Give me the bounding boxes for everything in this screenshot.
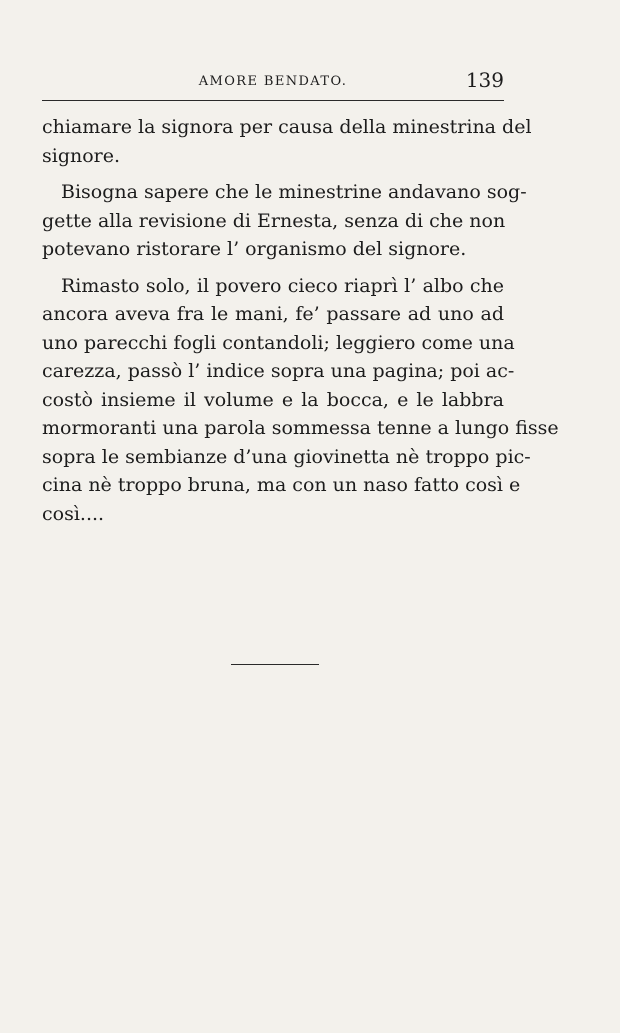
text-line: Bisogna sapere che le minestrine andavano sog-: [61, 181, 527, 203]
text-line: potevano ristorare l’ organismo del signore.: [42, 238, 467, 260]
chapter-end-rule: [231, 664, 319, 665]
text-line: mormoranti una parola sommessa tenne a lungo fisse: [42, 417, 559, 439]
text-line: così....: [42, 502, 105, 525]
paragraph: [42, 178, 527, 264]
text-line: gette alla revisione di Ernesta, senza di che non: [42, 209, 506, 232]
text-line: carezza, passò l’ indice sopra una pagina; poi ac-: [42, 360, 515, 382]
text-line: costò insieme il volume e la bocca, e le labbra: [42, 388, 504, 411]
running-title: AMORE BENDATO.: [198, 74, 348, 89]
text-line: Rimasto solo, il povero cieco riaprì l’ albo che: [61, 274, 504, 297]
header-rule: [42, 100, 504, 101]
text-line: sopra le sembianze d’una giovinetta nè troppo pic-: [42, 445, 531, 468]
text-line: ancora aveva fra le mani, fe’ passare ad uno ad: [42, 303, 504, 325]
text-line: signore.: [42, 144, 121, 167]
paragraph: [42, 272, 559, 529]
page-number: 139: [465, 68, 504, 92]
text-line: uno parecchi fogli contandoli; leggiero come una: [42, 331, 515, 354]
text-line: chiamare la signora per causa della minestrina del: [42, 116, 532, 138]
paragraph: [42, 113, 532, 170]
text-line: cina nè troppo bruna, ma con un naso fatto così e: [42, 474, 521, 496]
body-text: [42, 113, 559, 528]
running-header: [42, 66, 504, 96]
